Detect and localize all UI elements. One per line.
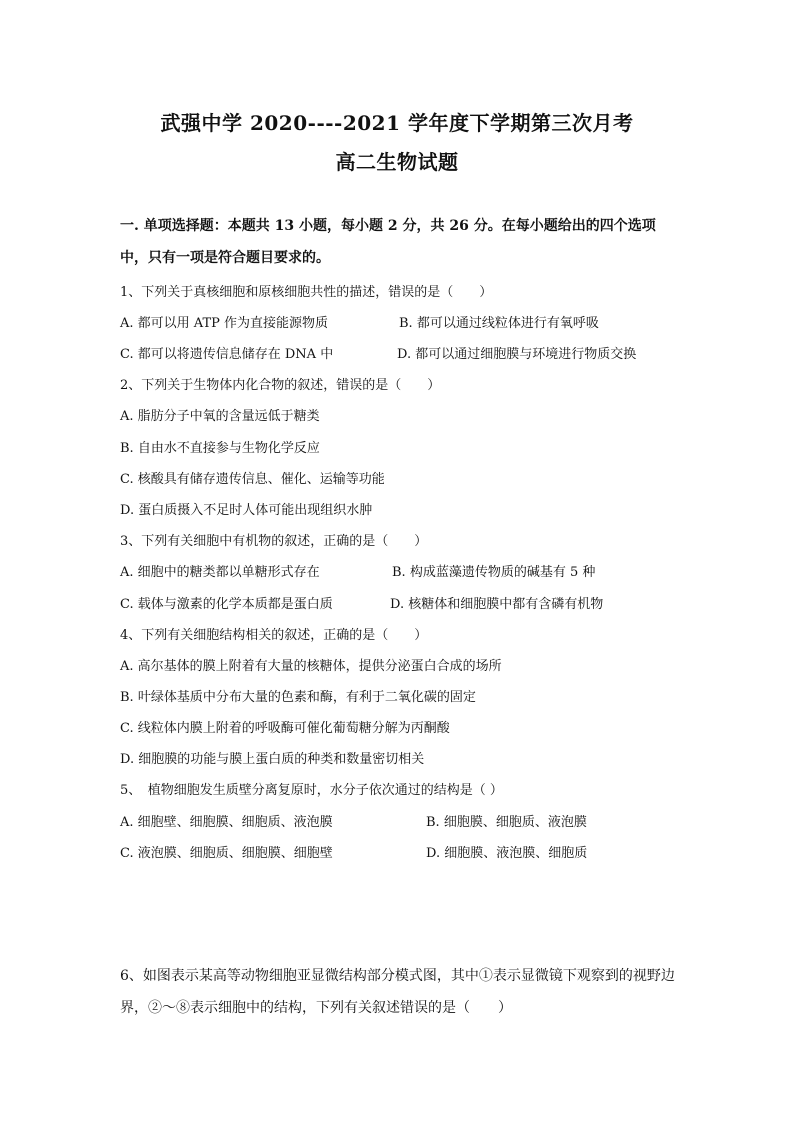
question-6-stem: 6、如图表示某高等动物细胞亚显微结构部分模式图，其中①表示显微镜下观察到的视野边界，②～⑧表示细胞中的结构，下列有关叙述错误的是（ ）: [120, 968, 675, 1016]
question-1-option-a: A. 都可以用 ATP 作为直接能源物质: [120, 316, 329, 331]
question-4-option-d: D. 细胞膜的功能与膜上蛋白质的种类和数量密切相关: [120, 752, 425, 767]
question-3-option-d: D. 核糖体和细胞膜中都有含磷有机物: [390, 597, 604, 612]
question-5-option-b: B. 细胞膜、细胞质、液泡膜: [426, 815, 587, 830]
question-4-option-c: C. 线粒体内膜上附着的呼吸酶可催化葡萄糖分解为丙酮酸: [120, 721, 450, 736]
question-2-stem: 2、下列关于生物体内化合物的叙述，错误的是（ ）: [120, 378, 441, 393]
question-2-option-c: C. 核酸具有储存遗传信息、催化、运输等功能: [120, 472, 385, 487]
question-1-option-d: D. 都可以通过细胞膜与环境进行物质交换: [397, 347, 637, 362]
question-3-stem: 3、下列有关细胞中有机物的叙述，正确的是（ ）: [120, 534, 428, 549]
question-2-option-b: B. 自由水不直接参与生物化学反应: [120, 441, 320, 456]
question-5-option-a: A. 细胞壁、细胞膜、细胞质、液泡膜: [120, 815, 333, 830]
question-3-option-c: C. 载体与激素的化学本质都是蛋白质: [120, 597, 333, 612]
question-5-stem: 5、 植物细胞发生质壁分离复原时，水分子依次通过的结构是（ ）: [120, 783, 503, 798]
question-2-option-a: A. 脂肪分子中氧的含量远低于糖类: [120, 409, 320, 424]
question-5-option-d: D. 细胞膜、液泡膜、细胞质: [426, 846, 588, 861]
question-4-option-b: B. 叶绿体基质中分布大量的色素和酶，有利于二氧化碳的固定: [120, 690, 476, 705]
question-4-option-a: A. 高尔基体的膜上附着有大量的核糖体，提供分泌蛋白合成的场所: [120, 659, 502, 674]
question-1-stem: 1、下列关于真核细胞和原核细胞共性的描述，错误的是（ ）: [120, 285, 493, 300]
question-2-option-d: D. 蛋白质摄入不足时人体可能出现组织水肿: [120, 503, 373, 518]
question-3-option-a: A. 细胞中的糖类都以单糖形式存在: [120, 565, 320, 580]
question-1-option-c: C. 都可以将遗传信息储存在 DNA 中: [120, 347, 334, 362]
question-1-option-b: B. 都可以通过线粒体进行有氧呼吸: [399, 316, 599, 331]
exam-title: 武强中学 2020----2021 学年度下学期第三次月考: [160, 111, 634, 135]
question-5-option-c: C. 液泡膜、细胞质、细胞膜、细胞壁: [120, 846, 333, 861]
section-heading: 一. 单项选择题：本题共 13 小题，每小题 2 分，共 26 分。在每小题给出的四个选项中，只有一项是符合题目要求的。: [120, 218, 656, 266]
question-4-stem: 4、下列有关细胞结构相关的叙述，正确的是（ ）: [120, 628, 428, 643]
question-3-option-b: B. 构成蓝藻遗传物质的碱基有 5 种: [392, 565, 596, 580]
exam-subtitle: 高二生物试题: [335, 150, 459, 174]
